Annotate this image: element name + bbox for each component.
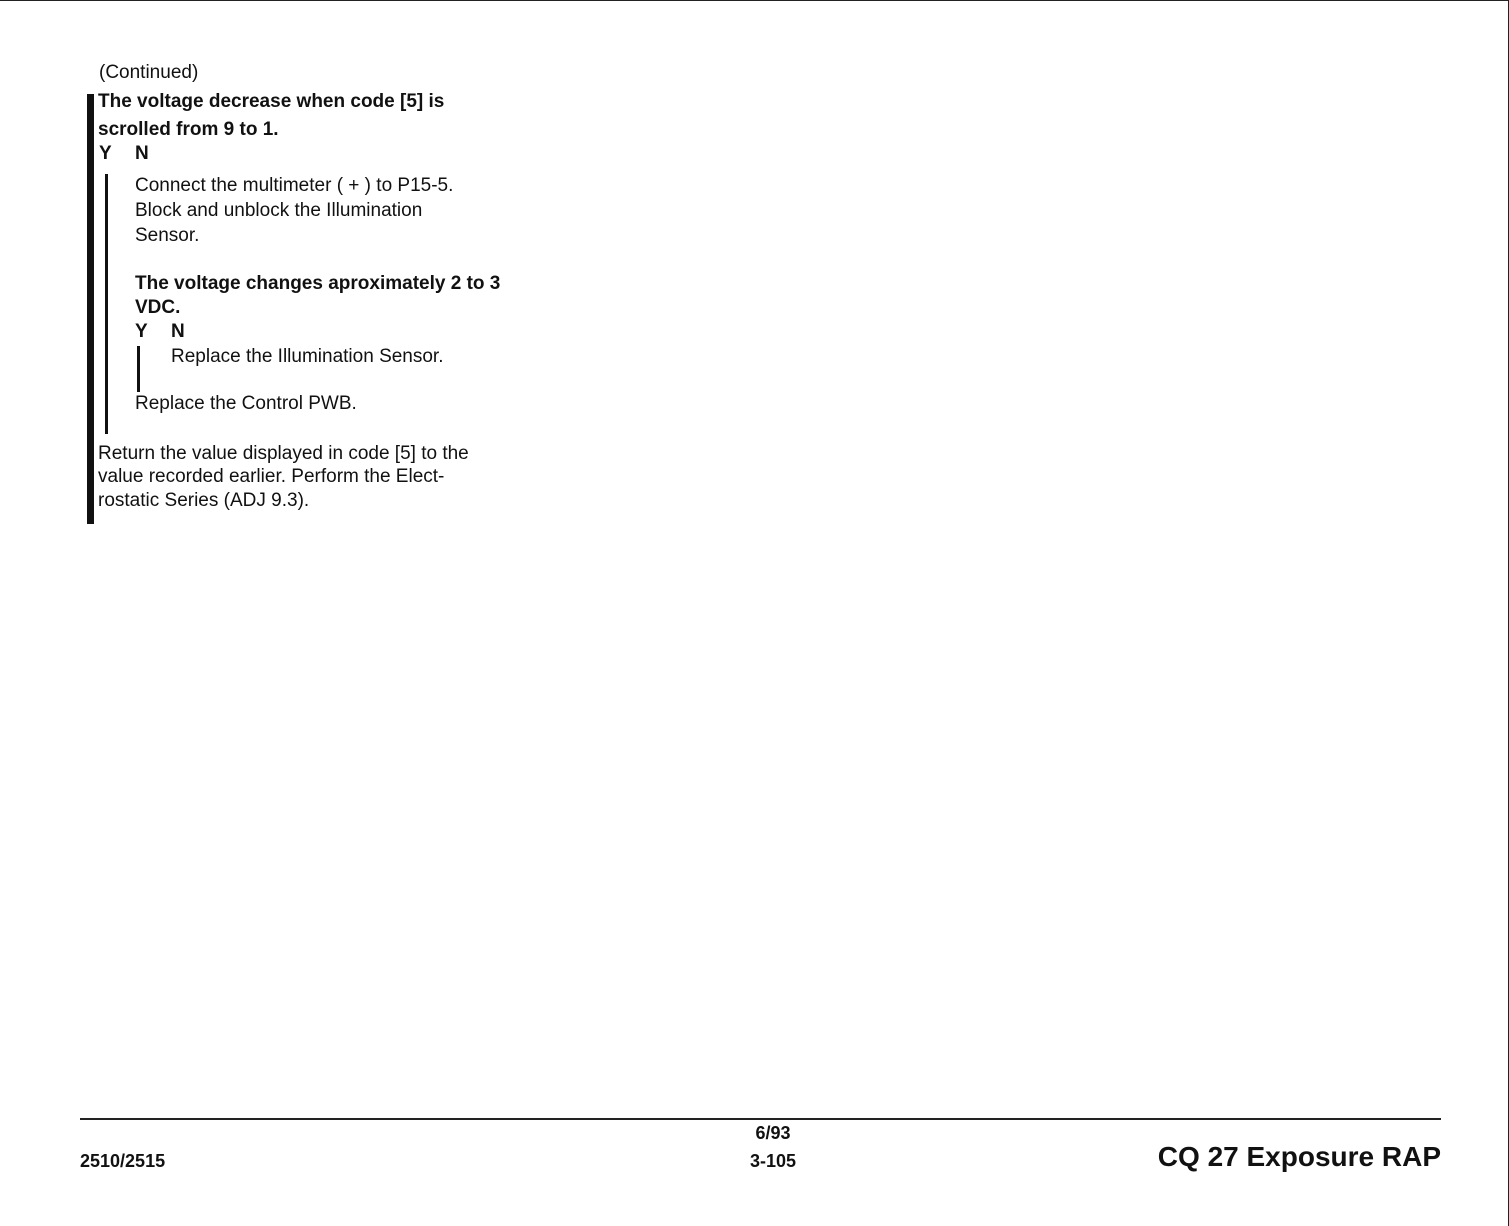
question-1-line-1: The voltage decrease when code [5] is bbox=[98, 91, 445, 112]
footer-page-number: 3-105 bbox=[749, 1151, 797, 1171]
continued-label: (Continued) bbox=[99, 62, 199, 83]
no-label-1: N bbox=[135, 143, 149, 164]
yes-label-2: Y bbox=[135, 321, 148, 342]
no-label-2: N bbox=[171, 321, 185, 342]
footer-section-title: CQ 27 Exposure RAP bbox=[1157, 1141, 1441, 1172]
footer-model: 2510/2515 bbox=[80, 1151, 166, 1171]
nested-yes-branch-line bbox=[137, 346, 140, 392]
page-border-top bbox=[0, 0, 1509, 1]
action-replace-sensor: Replace the Illumination Sensor. bbox=[171, 346, 444, 367]
question-2-line-1: The voltage changes aproximately 2 to 3 bbox=[135, 273, 501, 294]
final-step-line-3: rostatic Series (ADJ 9.3). bbox=[98, 490, 310, 511]
question-1-line-2: scrolled from 9 to 1. bbox=[98, 119, 279, 140]
yes-label-1: Y bbox=[99, 143, 112, 164]
step-1-line-3: Sensor. bbox=[135, 225, 200, 246]
yes-branch-line bbox=[105, 174, 108, 434]
step-1-line-2: Block and unblock the Illumination bbox=[135, 200, 423, 221]
final-step-line-1: Return the value displayed in code [5] to the bbox=[98, 443, 469, 464]
action-replace-pwb: Replace the Control PWB. bbox=[135, 393, 357, 414]
footer-date: 6/93 bbox=[755, 1123, 791, 1143]
change-bar bbox=[87, 94, 94, 524]
final-step-line-2: value recorded earlier. Perform the Elect- bbox=[98, 466, 445, 487]
step-1-line-1: Connect the multimeter ( + ) to P15-5. bbox=[135, 175, 454, 196]
footer-rule bbox=[80, 1118, 1441, 1120]
question-2-line-2: VDC. bbox=[135, 297, 181, 318]
